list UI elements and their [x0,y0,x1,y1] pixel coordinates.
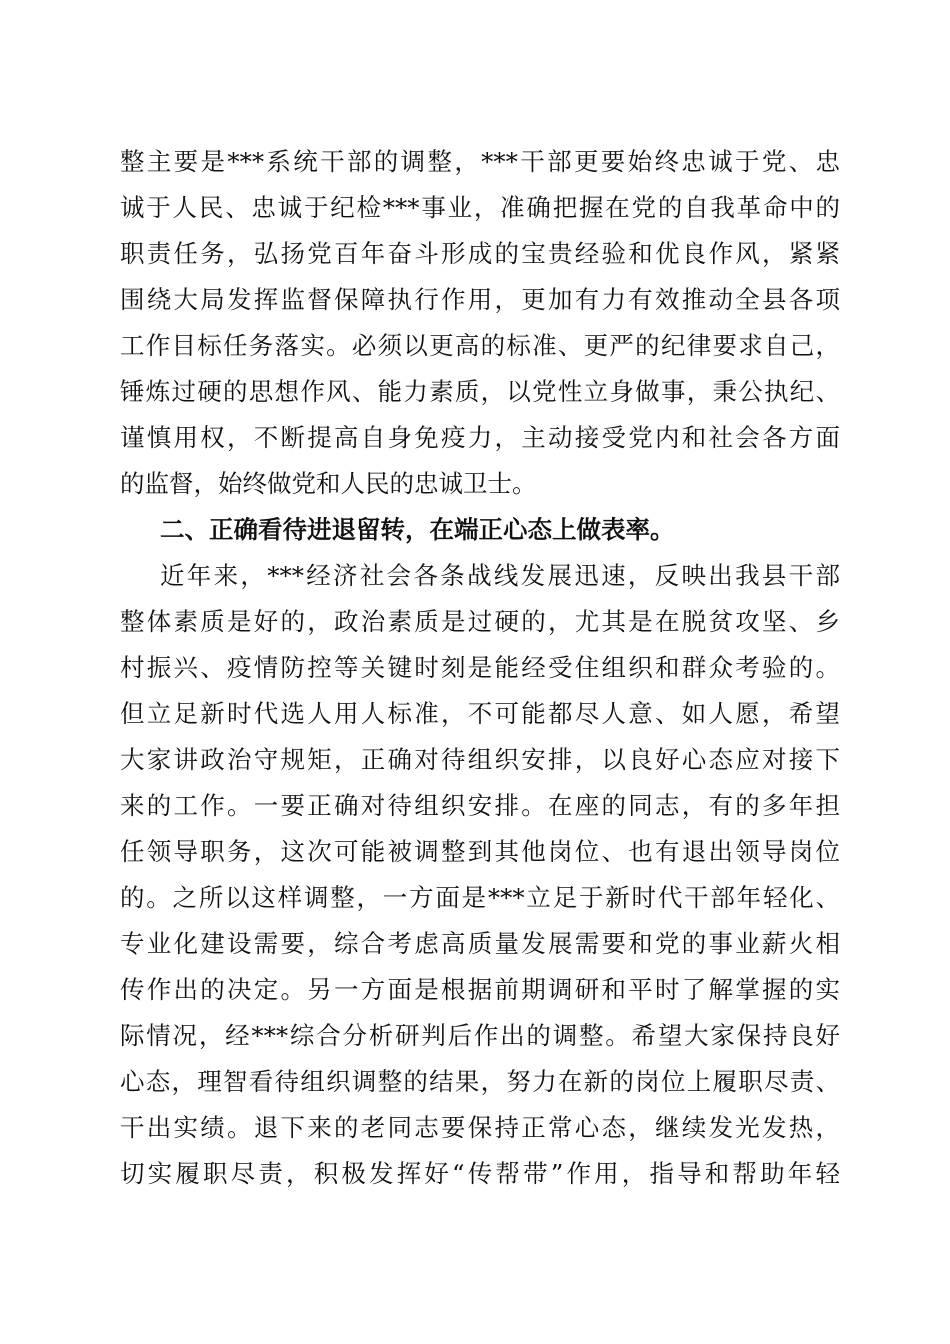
body-text-line: 围绕大局发挥监督保障执行作用，更加有力有效推动全县各项 [120,285,840,314]
body-text-line: 谨慎用权，不断提高自身免疫力，主动接受党内和社会各方面 [120,423,840,452]
body-text-line: 任领导职务，这次可能被调整到其他岗位、也有退出领导岗位 [120,837,840,866]
body-text-line: 切实履职尽责，积极发挥好“传帮带”作用，指导和帮助年轻 [120,1159,840,1188]
body-text-line: 工作目标任务落实。必须以更高的标准、更严的纪律要求自己， [120,331,840,360]
body-text-line: 传作出的决定。另一方面是根据前期调研和平时了解掌握的实 [120,975,840,1004]
body-text-line: 锤炼过硬的思想作风、能力素质，以党性立身做事，秉公执纪、 [120,377,840,406]
body-text-line: 大家讲政治守规矩，正确对待组织安排，以良好心态应对接下 [120,745,840,774]
body-text-line: 诚于人民、忠诚于纪检***事业，准确把握在党的自我革命中的 [120,193,840,222]
body-text-line: 的监督，始终做党和人民的忠诚卫士。 [120,469,537,498]
body-text-line: 但立足新时代选人用人标准，不可能都尽人意、如人愿，希望 [120,699,840,728]
body-text-line: 村振兴、疫情防控等关键时刻是能经受住组织和群众考验的。 [120,653,840,682]
body-text-line: 心态，理智看待组织调整的结果，努力在新的岗位上履职尽责、 [120,1067,840,1096]
body-text-line: 干出实绩。退下来的老同志要保持正常心态，继续发光发热， [120,1113,840,1142]
body-text-line: 的。之所以这样调整，一方面是***立足于新时代干部年轻化、 [120,883,840,912]
body-text-line: 职责任务，弘扬党百年奋斗形成的宝贵经验和优良作风，紧紧 [120,239,840,268]
section-heading: 二、正确看待进退留转，在端正心态上做表率。 [160,515,675,544]
body-text-line: 际情况，经***综合分析研判后作出的调整。希望大家保持良好 [120,1021,840,1050]
body-text-line: 来的工作。一要正确对待组织安排。在座的同志，有的多年担 [120,791,840,820]
body-text-line: 专业化建设需要，综合考虑高质量发展需要和党的事业薪火相 [120,929,840,958]
body-text-line: 整主要是***系统干部的调整，***干部更要始终忠诚于党、忠 [120,147,840,176]
paragraph-first-line: 近年来，***经济社会各条战线发展迅速，反映出我县干部 [160,561,840,590]
body-text-line: 整体素质是好的，政治素质是过硬的，尤其是在脱贫攻坚、乡 [120,607,840,636]
